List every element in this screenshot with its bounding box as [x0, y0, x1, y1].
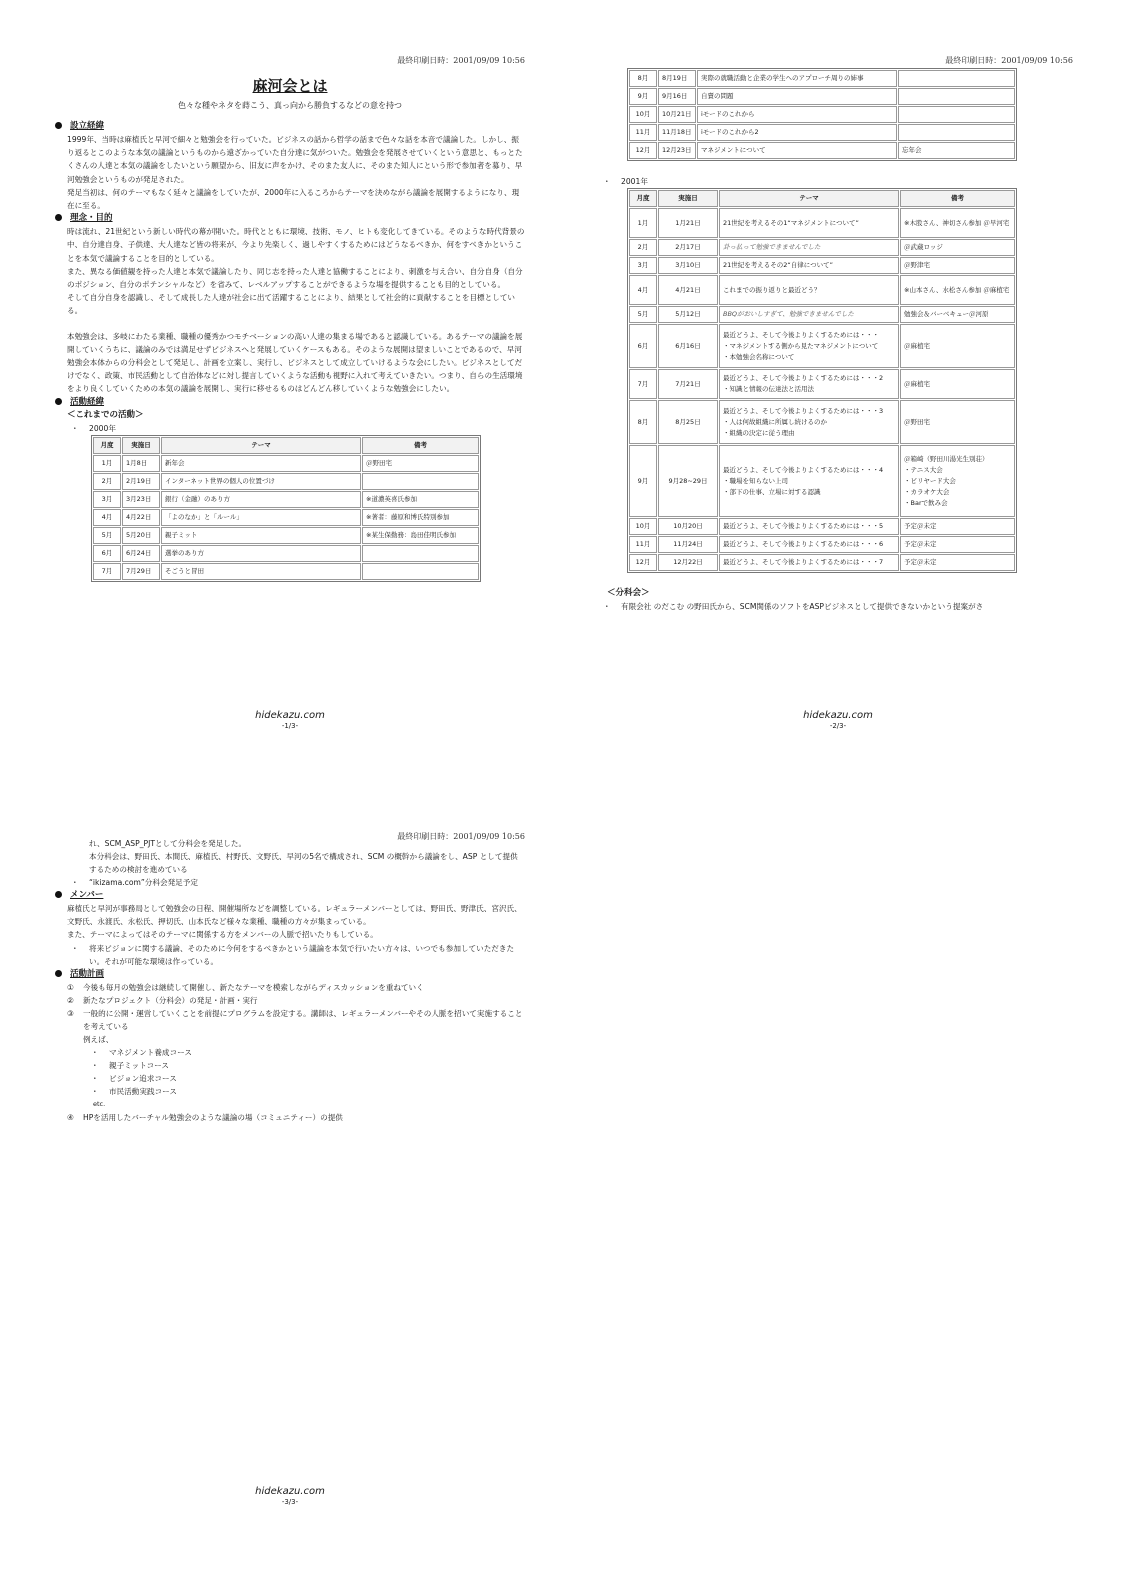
- purpose-paragraph: 本勉強会は、多岐にわたる業種、職種の優秀かつモチベーションの高い人達の集まる場であると認識している。あるテーマの議論を展開していくうちに、議論のみでは満足せずビジネスへと発展していくケースもある。そのような展開は望ましいことであるので、早河勉強会本体からの分科会として発足し、計画を立案し、実行し、ビジネスとして成立していけるような会にしたい。ビジネスとしてだけでなく、政策、市民活動として自治体などに対し提言していくような活動も視野に入れて考えていきたい。つまり、自らの生活環境をより良くしていくための本気の議論を展開し、実行に移せるものはどんどん移していくような勉強会にしたい。: [67, 331, 523, 394]
- cell-notes: ※道濃英喜氏参加: [362, 491, 479, 508]
- table-row: [629, 239, 1015, 256]
- cell-notes: [900, 400, 1015, 444]
- table-row: [629, 257, 1015, 274]
- page-title: 麻河会とは: [252, 77, 328, 95]
- note-line: 予定＠未定: [904, 540, 937, 548]
- cell-month: 4月: [93, 509, 121, 526]
- table-row: [629, 518, 1015, 535]
- schedule-table-2000-continued: [627, 68, 1017, 161]
- cell-month: 2月: [629, 239, 657, 256]
- members-paragraph: また、テーマによってはそのテーマに関係する方をメンバーの人脈で招いたりもしている。: [67, 930, 378, 940]
- cell-month: 6月: [629, 324, 657, 368]
- plan-example: ・ 親子ミットコース: [91, 1059, 525, 1072]
- table-row: [629, 142, 1015, 159]
- cell-theme: マネジメントについて: [697, 142, 897, 159]
- cell-theme: [719, 306, 899, 323]
- plan-item: ② 新たなプロジェクト（分科会）の発足・計画・実行: [67, 995, 258, 1005]
- table-row: [629, 554, 1015, 571]
- cell-theme: iモードのこれから: [697, 106, 897, 123]
- cell-month: 2月: [93, 473, 121, 490]
- cell-theme: [719, 445, 899, 517]
- cell-notes: [898, 88, 1015, 105]
- cell-notes: ※著者：藤原和博氏特別参加: [362, 509, 479, 526]
- section-heading-activity: 活動経緯: [55, 396, 525, 409]
- founding-paragraph: 発足当初は、何のテーマもなく延々と議論をしていたが、2000年に入るころからテーマを決めながら議論を展開するようになり、現在に至る。: [67, 187, 520, 211]
- cell-notes: [898, 106, 1015, 123]
- table-row: [629, 106, 1015, 123]
- note-line: ・Barで飲み会: [904, 498, 948, 507]
- page-footer: [55, 1486, 525, 1506]
- cell-date: 7月21日: [658, 369, 718, 399]
- cell-month: 1月: [93, 455, 121, 472]
- cell-theme: [719, 324, 899, 368]
- table-row: [93, 491, 479, 508]
- page-subtitle: 色々な種やネタを蒔こう、真っ向から勝負するなどの意を持つ: [178, 101, 402, 110]
- page-2: [603, 50, 1073, 740]
- note-line: ・テニス大会: [904, 465, 943, 474]
- table-row: [629, 306, 1015, 323]
- table-row: [629, 400, 1015, 444]
- cell-month: 6月: [93, 545, 121, 562]
- note-line: ＠麻植宅: [904, 341, 930, 350]
- year-label-2001: ・ 2001年: [603, 175, 1073, 188]
- cell-notes: [900, 208, 1015, 238]
- page-1: [55, 50, 525, 740]
- cell-theme: [719, 400, 899, 444]
- table-row: [93, 473, 479, 490]
- plan-example-label: 例えば、: [83, 1034, 114, 1044]
- cell-notes: [900, 536, 1015, 553]
- theme-line: これまでの振り返りと最近どう？: [723, 285, 821, 294]
- plan-item: ③ 一般的に公開・運営していくことを前提にプログラムを設定する。講師は、レギュラーメンバーやその人脈を招いて実施することを考えている: [67, 1008, 523, 1031]
- cell-month: 3月: [629, 257, 657, 274]
- theme-line: 最近どうよ、そして今後よりよくするためには・・・: [723, 330, 879, 339]
- table-row: [629, 445, 1015, 517]
- cell-month: 1月: [629, 208, 657, 238]
- purpose-paragraph: また、異なる価値観を持った人達と本気で議論したり、同じ志を持った人達と協働することにより、刺激を与え合い、自分自身（自分のポジション、自分のポテンシャルなど）を省みて、レベルアップすることができるような場を提供することも目的としている。: [67, 266, 523, 290]
- page-3: [55, 826, 525, 1516]
- note-line: ＠武蔵ロッジ: [904, 243, 943, 251]
- cell-theme: そごうと冒田: [161, 563, 361, 580]
- past-activities-heading: ＜これまでの活動＞: [67, 409, 144, 420]
- cell-notes: [900, 445, 1015, 517]
- note-line: 予定＠未定: [904, 522, 937, 530]
- theme-line: ・マネジメントする側から見たマネジメントについて: [723, 341, 879, 350]
- cell-notes: [900, 554, 1015, 571]
- cell-theme: 親子ミット: [161, 527, 361, 544]
- table-row: [629, 88, 1015, 105]
- table-row: [93, 563, 479, 580]
- plan-etc: etc.: [93, 1099, 106, 1108]
- table-row: [93, 527, 479, 544]
- members-bullet: ・ 将来ビジョンに関する議論、そのために今何をするべきかという議論を本気で行いたい方々は、いつでも参加していただきたい。それが可能な環境は作っている。: [71, 942, 525, 968]
- cell-month: 11月: [629, 124, 657, 141]
- bullet-dot-icon: [55, 214, 62, 221]
- theme-line: 21世紀を考えるその1“マネジメントについて”: [723, 218, 859, 227]
- note-line: ＠野津宅: [904, 261, 930, 269]
- cell-date: 3月10日: [658, 257, 718, 274]
- print-date: 最終印刷日時：2001/09/09 10:56: [397, 56, 525, 65]
- cell-date: 8月19日: [658, 70, 696, 87]
- cell-date: 8月25日: [658, 400, 718, 444]
- cell-date: 2月17日: [658, 239, 718, 256]
- table-row: [93, 509, 479, 526]
- theme-line: 卦っ払って勉強できませんでした: [723, 243, 821, 251]
- year-label-2000: ・ 2000年: [71, 422, 525, 435]
- page-3-body: [55, 837, 525, 1124]
- cell-date: 12月23日: [658, 142, 696, 159]
- theme-line: ・組織の決定に従う理由: [723, 428, 795, 437]
- cell-date: 3月23日: [122, 491, 160, 508]
- cell-date: 7月29日: [122, 563, 160, 580]
- cell-notes: [900, 257, 1015, 274]
- cell-notes: ※某生保勤務：島田佳明氏参加: [362, 527, 479, 544]
- cell-date: 4月22日: [122, 509, 160, 526]
- cell-date: 2月19日: [122, 473, 160, 490]
- cell-theme: 自賣の問題: [697, 88, 897, 105]
- founding-paragraph: 1999年、当時は麻植氏と早河で細々と勉強会を行っていた。ビジネスの話から哲学の話まで色々な話を本音で議論した。しかし、振り返るとこのような本気の議論というものから遠ざかっていた自分達に気がついた。勉強会を発展させていくという意思と、もっとたくさんの人達と本気の議論をしたいという願望から、旧友に声をかけ、そのまた友人に、そのまた知人にという形で参加者を募り、早河勉強会というものが発足された。: [67, 135, 523, 184]
- column-header-month: 月度: [93, 437, 121, 454]
- branch-bullet: ・ 有限会社 のだこむ の野田氏から、SCM関係のソフトをASPビジネスとして提供できないかという提案がさ: [603, 600, 1073, 613]
- cell-notes: [900, 239, 1015, 256]
- theme-line: ・人は何故組織に所属し続けるのか: [723, 417, 827, 426]
- schedule-table-2000: [91, 435, 481, 582]
- cell-month: 7月: [629, 369, 657, 399]
- cell-theme: [719, 257, 899, 274]
- plan-example: ・ ビジョン追求コース: [91, 1072, 525, 1085]
- note-line: ・カラオケ大会: [904, 487, 950, 496]
- cell-notes: [362, 563, 479, 580]
- cell-date: 10月20日: [658, 518, 718, 535]
- branch-heading: ＜分科会＞: [607, 588, 650, 598]
- theme-line: ・職場を知らない上司: [723, 476, 788, 485]
- cell-theme: [719, 518, 899, 535]
- members-paragraph: 麻植氏と早河が事務局として勉強会の日程、開催場所などを調整している。レギュラーメンバーとしては、野田氏、野津氏、宮沢氏、文野氏、永渡氏、永松氏、押切氏、山本氏など様々な業種、職種の方々が集まっている。: [67, 904, 522, 927]
- note-line: ・ビリヤード大会: [904, 476, 956, 485]
- schedule-table-2001: [627, 188, 1017, 573]
- table-row: [93, 455, 479, 472]
- cell-month: 11月: [629, 536, 657, 553]
- cell-theme: 選挙のあり方: [161, 545, 361, 562]
- table-row: [629, 275, 1015, 305]
- cell-notes: ＠野田宅: [362, 455, 479, 472]
- footer-brand: hidekazu.com: [255, 710, 325, 721]
- cell-month: 12月: [629, 554, 657, 571]
- cell-theme: [719, 239, 899, 256]
- cell-date: 11月18日: [658, 124, 696, 141]
- page-1-body: [55, 120, 525, 582]
- table-row: [629, 536, 1015, 553]
- cell-date: 11月24日: [658, 536, 718, 553]
- cell-date: 1月8日: [122, 455, 160, 472]
- column-header-theme: テーマ: [161, 437, 361, 454]
- cell-month: 3月: [93, 491, 121, 508]
- plan-example: ・ 市民活動実践コース: [91, 1085, 525, 1098]
- page-number: -3/3-: [281, 1498, 299, 1506]
- theme-line: BBQがおいしすぎて、勉強できませんでした: [723, 310, 854, 318]
- cell-month: 7月: [93, 563, 121, 580]
- branch-continuation: れ、SCM_ASP_PJTとして分科会を発足した。: [89, 839, 247, 848]
- cell-notes: [898, 124, 1015, 141]
- column-header-notes: 備考: [362, 437, 479, 454]
- section-heading-plans: 活動計画: [55, 968, 525, 981]
- plan-item: ④ HPを活用したバーチャル勉強会のような議論の場（コミュニティー）の提供: [67, 1112, 343, 1122]
- plan-example: ・ マネジメント養成コース: [91, 1046, 525, 1059]
- cell-month: 12月: [629, 142, 657, 159]
- theme-line: ・本勉強会名称について: [723, 352, 795, 361]
- table-row: [629, 324, 1015, 368]
- cell-date: 9月28~29日: [658, 445, 718, 517]
- cell-notes: 忘年会: [898, 142, 1015, 159]
- note-line: ※山本さん、水松さん参加 ＠麻植宅: [904, 285, 1010, 294]
- column-header-theme: テーマ: [719, 190, 899, 207]
- bullet-dot-icon: [55, 122, 62, 129]
- table-row: [629, 208, 1015, 238]
- cell-month: 5月: [93, 527, 121, 544]
- print-date: 最終印刷日時：2001/09/09 10:56: [397, 832, 525, 841]
- cell-theme: [719, 369, 899, 399]
- cell-date: 9月16日: [658, 88, 696, 105]
- cell-date: 1月21日: [658, 208, 718, 238]
- column-header-date: 実施日: [122, 437, 160, 454]
- cell-date: 10月21日: [658, 106, 696, 123]
- theme-line: 最近どうよ、そして今後よりよくするためには・・・4: [723, 465, 884, 474]
- cell-month: 5月: [629, 306, 657, 323]
- column-header-date: 実施日: [658, 190, 718, 207]
- cell-date: 4月21日: [658, 275, 718, 305]
- note-line: ＠箱崎（野田川湯光生別荘）: [904, 454, 989, 463]
- table-row: [93, 545, 479, 562]
- page-number: -1/3-: [281, 722, 299, 730]
- cell-month: 8月: [629, 70, 657, 87]
- footer-brand: hidekazu.com: [255, 1486, 325, 1497]
- bullet-dot-icon: [55, 970, 62, 977]
- cell-notes: [362, 473, 479, 490]
- note-line: ※木股さん、神切さん参加 ＠早河宅: [904, 218, 1010, 227]
- cell-date: 6月16日: [658, 324, 718, 368]
- plan-item: ① 今後も毎月の勉強会は継続して開催し、新たなテーマを模索しながらディスカッションを重ねていく: [67, 982, 424, 992]
- purpose-paragraph: そして自分自身を認識し、そして成長した人達が社会に出て活躍することにより、結果として社会的に貢献することを目標としている。: [67, 293, 516, 316]
- table-row: [629, 124, 1015, 141]
- cell-theme: 新年会: [161, 455, 361, 472]
- cell-notes: [900, 306, 1015, 323]
- cell-month: 10月: [629, 106, 657, 123]
- cell-notes: [898, 70, 1015, 87]
- cell-theme: iモードのこれから2: [697, 124, 897, 141]
- cell-date: 12月22日: [658, 554, 718, 571]
- cell-date: 5月12日: [658, 306, 718, 323]
- cell-date: 5月20日: [122, 527, 160, 544]
- page-footer: [55, 710, 525, 730]
- purpose-paragraph: 時は流れ、21世紀という新しい時代の幕が開いた。時代とともに環境、技術、モノ、ヒトも変化してきている。そのような時代背景の中、自分達自身、子供達、大人達など皆の将来が、今より先楽しく、過しやすくするためにはどうなるべきか、何をすべきかということを本気で議論することを目的としている。: [67, 227, 525, 263]
- column-header-month: 月度: [629, 190, 657, 207]
- cell-month: 8月: [629, 400, 657, 444]
- theme-line: 最近どうよ、そして今後よりよくするためには・・・6: [723, 540, 884, 548]
- cell-date: 6月24日: [122, 545, 160, 562]
- cell-theme: [719, 208, 899, 238]
- note-line: ＠野田宅: [904, 417, 930, 426]
- theme-line: 21世紀を考えるその2“自律について”: [723, 261, 834, 269]
- section-heading-members: メンバー: [55, 889, 525, 902]
- section-heading-founding: 設立経緯: [55, 120, 525, 133]
- bullet-dot-icon: [55, 891, 62, 898]
- cell-month: 4月: [629, 275, 657, 305]
- theme-line: 最近どうよ、そして今後よりよくするためには・・・2: [723, 374, 884, 382]
- note-line: ＠麻植宅: [904, 379, 930, 388]
- theme-line: 最近どうよ、そして今後よりよくするためには・・・5: [723, 522, 884, 530]
- theme-line: ・部下の仕事、立場に対する認識: [723, 487, 821, 496]
- cell-month: 9月: [629, 88, 657, 105]
- table-row: [629, 70, 1015, 87]
- cell-notes: [900, 369, 1015, 399]
- print-date: 最終印刷日時：2001/09/09 10:56: [945, 56, 1073, 65]
- cell-theme: 実際の就職活動と企業の学生へのアプローチ周りの姉事: [697, 70, 897, 87]
- cell-notes: [900, 518, 1015, 535]
- column-header-notes: 備考: [900, 190, 1015, 207]
- table-row: [629, 369, 1015, 399]
- page-2-body: [603, 68, 1073, 613]
- cell-theme: [719, 554, 899, 571]
- note-line: 勉強会＆バーベキュー＠河原: [904, 310, 989, 318]
- note-line: 予定＠未定: [904, 558, 937, 566]
- table-header-row: [629, 190, 1015, 207]
- section-heading-purpose: 理念・目的: [55, 212, 525, 225]
- page-number: -2/3-: [829, 722, 847, 730]
- branch-description: 本分科会は、野田氏、本間氏、麻植氏、村野氏、文野氏、早河の5名で構成され、SCM の概幹から議論をし、ASP として提供するための検討を進めている: [89, 852, 518, 874]
- cell-theme: インターネット世界の個人の位置づけ: [161, 473, 361, 490]
- cell-notes: [362, 545, 479, 562]
- branch-bullet: ・ “ikizama.com”分科会発足予定: [71, 876, 525, 889]
- theme-line: 最近どうよ、そして今後よりよくするためには・・・3: [723, 406, 884, 415]
- cell-theme: [719, 275, 899, 305]
- cell-theme: 銀行（金融）のあり方: [161, 491, 361, 508]
- footer-brand: hidekazu.com: [803, 710, 873, 721]
- page-footer: [603, 710, 1073, 730]
- cell-notes: [900, 324, 1015, 368]
- cell-month: 9月: [629, 445, 657, 517]
- table-header-row: [93, 437, 479, 454]
- bullet-dot-icon: [55, 398, 62, 405]
- theme-line: 最近どうよ、そして今後よりよくするためには・・・7: [723, 558, 884, 566]
- cell-theme: [719, 536, 899, 553]
- theme-line: ・知識と情報の伝達法と活用法: [723, 385, 814, 393]
- cell-theme: 「よのなか」と「ルール」: [161, 509, 361, 526]
- cell-month: 10月: [629, 518, 657, 535]
- cell-notes: [900, 275, 1015, 305]
